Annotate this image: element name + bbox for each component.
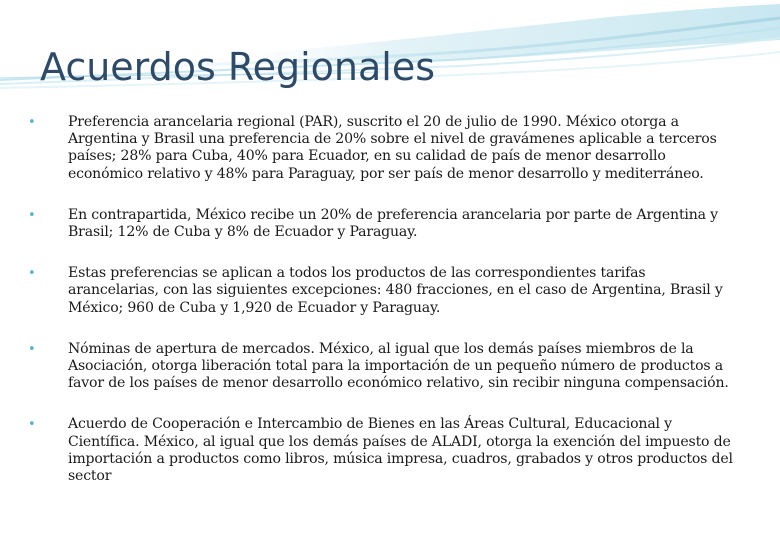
bullet-item (28, 416, 740, 485)
bullet-list (28, 114, 740, 485)
bullet-dot-icon: • (28, 266, 36, 282)
bullet-text: En contrapartida, México recibe un 20% de preferencia arancelaria por parte de Argentina y Brasil; 12% de Cuba y 8% de Ecuador y Paraguay. (68, 206, 718, 241)
slide-title: Acuerdos Regionales (40, 45, 435, 89)
bullet-item (28, 207, 740, 241)
bullet-item (28, 114, 740, 183)
bullet-item (28, 265, 740, 317)
bullet-dot-icon: • (28, 341, 36, 357)
bullet-dot-icon: • (28, 115, 36, 130)
bullet-text: Nóminas de apertura de mercados. México, al igual que los demás países miembros de la Asociación, otorga liberación total para la importación de un pequeño número de productos a favor de los países de menor desarrollo económico relativo, sin recibir ninguna compensación. (68, 340, 729, 392)
bullet-item (28, 341, 740, 393)
bullet-text: Estas preferencias se aplican a todos los productos de las correspondientes tarifas arancelarias, con las siguientes excepciones: 480 fracciones, en el caso de Argentina, Brasil y México; 960 de Cuba y 1,920 de Ecuador y Paraguay. (68, 265, 723, 316)
bullet-text: Acuerdo de Cooperación e Intercambio de Bienes en las Áreas Cultural, Educacional y Científica. México, al igual que los demás países de ALADI, otorga la exención del impuesto de importación a productos como libros, música impresa, cuadros, grabados y otros productos del sector (68, 416, 733, 485)
bullet-dot-icon: • (28, 207, 36, 223)
bullet-dot-icon: • (28, 417, 36, 433)
bullet-text: Preferencia arancelaria regional (PAR), suscrito el 20 de julio de 1990. México otorga a Argentina y Brasil una preferencia de 20% sobre el nivel de gravámenes aplicable a terceros países; 28% para Cuba, 40% para Ecuador, en su calidad de país de menor desarrollo económico relativo y 48% para Paraguay, por ser país de menor desarrollo y mediterráneo. (68, 114, 717, 182)
